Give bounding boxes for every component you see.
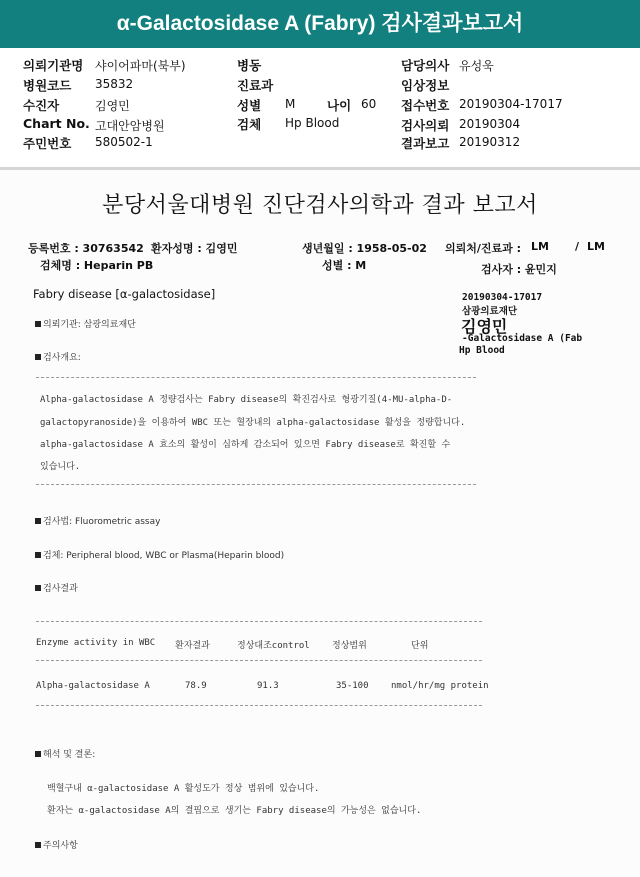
report-sex: 성별 : M bbox=[322, 259, 367, 272]
report-header-title: α-Galactosidase A (Fabry) 검사결과보고서 bbox=[116, 12, 524, 35]
caution-heading-text: 주의사항 bbox=[43, 841, 78, 851]
result-header-range: 정상범위 bbox=[332, 641, 367, 651]
request-date-value: 20190304 bbox=[459, 117, 521, 131]
sex-value: M bbox=[285, 97, 296, 111]
chart-no-label: Chart No. bbox=[23, 116, 90, 131]
department-label: 진료과 bbox=[237, 78, 274, 93]
doctor-label: 담당의사 bbox=[401, 58, 450, 73]
ward-label: 병동 bbox=[237, 58, 262, 73]
test-name: Fabry disease [α-galactosidase] bbox=[33, 287, 216, 301]
chart-no-value: 고대안암병원 bbox=[95, 119, 165, 133]
result-heading bbox=[35, 581, 78, 594]
institution-value: 샤이어파마(북부) bbox=[95, 59, 186, 73]
referral-org-text: 의뢰기관: 삼광의료재단 bbox=[43, 320, 136, 330]
sex-label: 성별 bbox=[237, 98, 262, 113]
bullet-icon bbox=[35, 751, 41, 757]
doctor-value: 유성욱 bbox=[459, 59, 494, 73]
age-value: 60 bbox=[361, 97, 377, 111]
clinical-info-label: 임상정보 bbox=[401, 78, 450, 93]
dashed-divider bbox=[36, 484, 476, 485]
dashed-divider bbox=[36, 377, 476, 378]
specimen-value: Hp Blood bbox=[285, 116, 340, 130]
resident-no-value: 580502-1 bbox=[95, 135, 153, 149]
report-date-label: 결과보고 bbox=[401, 136, 450, 151]
report-date-value: 20190312 bbox=[459, 135, 521, 149]
bullet-icon bbox=[35, 552, 41, 558]
result-unit: nmol/hr/mg protein bbox=[391, 681, 489, 691]
patient-value: 김영민 bbox=[95, 99, 130, 113]
dashed-divider bbox=[36, 705, 482, 706]
result-normal-range: 35-100 bbox=[336, 681, 369, 691]
bullet-icon bbox=[35, 354, 41, 360]
referrer-value-1: LM bbox=[531, 240, 549, 253]
hospital-code-label: 병원코드 bbox=[23, 78, 72, 93]
interpretation-line-1: 백혈구내 α-galactosidase A 활성도가 정상 범위에 있습니다. bbox=[47, 784, 320, 794]
registration-number: 등록번호 : 30763542 bbox=[28, 242, 144, 255]
referral-org-line bbox=[35, 317, 136, 330]
overview-line-3: alpha-galactosidase A 효소의 활성이 심하게 감소되어 있으면 Fabry disease로 확진할 수 bbox=[40, 440, 451, 450]
sticker-receipt-no: 20190304-17017 bbox=[462, 292, 543, 303]
bullet-icon bbox=[35, 321, 41, 327]
sticker-test-name: -Galactosidase A (Fab bbox=[462, 333, 583, 344]
interpretation-heading-text: 해석 및 결론: bbox=[43, 750, 96, 760]
interpretation-heading bbox=[35, 747, 95, 760]
receipt-no-value: 20190304-17017 bbox=[459, 97, 563, 111]
caution-heading bbox=[35, 838, 78, 851]
specimen-line bbox=[35, 548, 284, 561]
overview-line-1: Alpha-galactosidase A 정량검사는 Fabry disease의 확진검사로 형광기질(4-MU-alpha-D- bbox=[40, 395, 453, 405]
result-heading-text: 검사결과 bbox=[43, 584, 78, 594]
age-label: 나이 bbox=[327, 98, 352, 113]
overview-heading bbox=[35, 350, 81, 363]
request-date-label: 검사의뢰 bbox=[401, 118, 450, 133]
result-control-value: 91.3 bbox=[257, 681, 279, 691]
examiner: 검사자 : 윤민지 bbox=[481, 263, 557, 276]
method-text: 검사법: Fluorometric assay bbox=[43, 517, 161, 527]
sticker-patient-name: 김영민 bbox=[461, 317, 508, 336]
overview-line-2: galactopyranoside)을 이용하여 WBC 또는 혈장내의 alpha-galactosidase 활성을 정량합니다. bbox=[40, 418, 466, 428]
birth-date: 생년월일 : 1958-05-02 bbox=[302, 242, 427, 255]
specimen-line-text: 검체: Peripheral blood, WBC or Plasma(Heparin blood) bbox=[43, 551, 285, 561]
report-title: 분당서울대병원 진단검사의학과 결과 보고서 bbox=[102, 193, 538, 218]
bullet-icon bbox=[35, 585, 41, 591]
dashed-divider bbox=[36, 660, 482, 661]
patient-name: 환자성명 : 김영민 bbox=[151, 242, 238, 255]
method-line bbox=[35, 514, 160, 527]
referrer-value-2: LM bbox=[587, 240, 605, 253]
result-analyte: Alpha-galactosidase A bbox=[36, 681, 150, 691]
overview-heading-text: 검사개요: bbox=[43, 353, 81, 363]
result-patient-value: 78.9 bbox=[185, 681, 207, 691]
referrer-label: 의뢰처/진료과 : bbox=[445, 242, 522, 255]
resident-no-label: 주민번호 bbox=[23, 136, 72, 151]
result-header-enzyme: Enzyme activity in WBC bbox=[36, 638, 156, 648]
dashed-divider bbox=[36, 621, 482, 622]
patient-label: 수진자 bbox=[23, 98, 60, 113]
institution-label: 의뢰기관명 bbox=[23, 58, 84, 73]
scanned-report bbox=[0, 170, 640, 877]
overview-line-4: 있습니다. bbox=[40, 462, 81, 472]
report-specimen: 검체명 : Heparin PB bbox=[40, 259, 154, 272]
result-header-control: 정상대조control bbox=[237, 641, 310, 651]
referrer-separator: / bbox=[575, 240, 580, 253]
result-header-unit: 단위 bbox=[411, 641, 429, 651]
hospital-code-value: 35832 bbox=[95, 77, 134, 91]
receipt-no-label: 접수번호 bbox=[401, 98, 450, 113]
result-header-patient: 환자결과 bbox=[175, 641, 210, 651]
bullet-icon bbox=[35, 842, 41, 848]
bullet-icon bbox=[35, 518, 41, 524]
specimen-label: 검체 bbox=[237, 117, 262, 132]
sticker-specimen: Hp Blood bbox=[459, 345, 505, 356]
sticker-org: 삼광의료재단 bbox=[462, 306, 518, 317]
interpretation-line-2: 환자는 α-galactosidase A의 결핍으로 생기는 Fabry disease의 가능성은 없습니다. bbox=[47, 806, 422, 816]
